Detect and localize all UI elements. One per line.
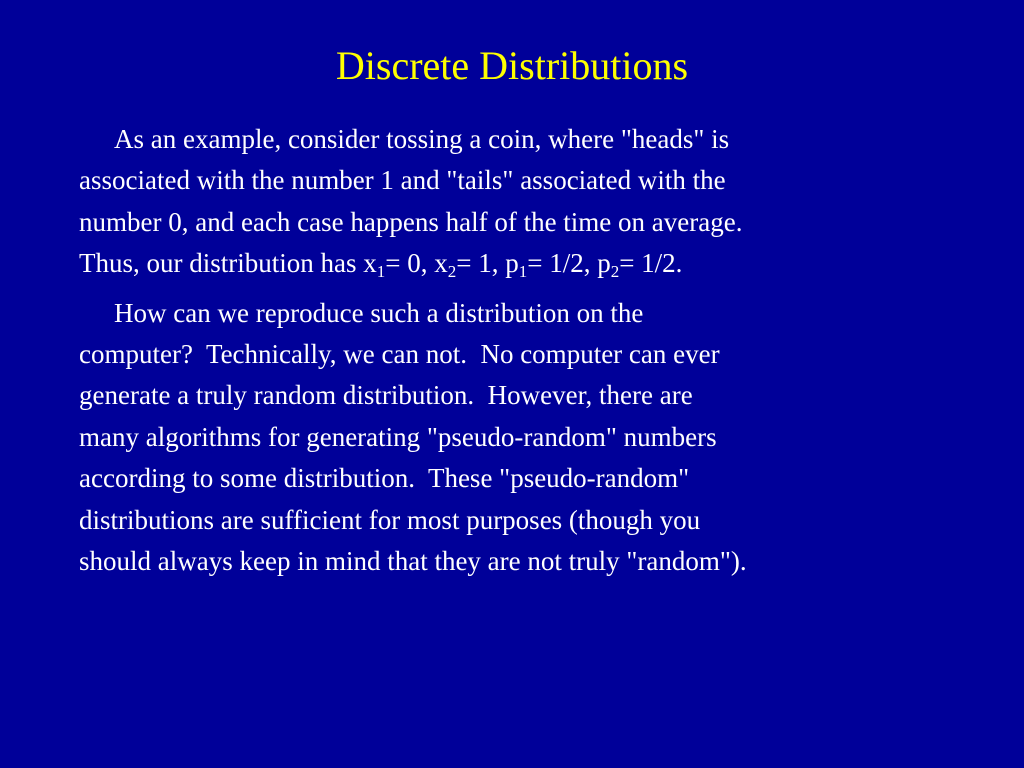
subscript: 2	[447, 262, 457, 282]
text-segment: Thus, our distribution has x	[79, 248, 377, 279]
paragraph-coin-example	[79, 119, 959, 285]
slide-title: Discrete Distributions	[335, 43, 689, 88]
subscript: 1	[518, 262, 528, 282]
text-line: associated with the number 1 and "tails" associated with the	[79, 165, 726, 196]
slide-body	[79, 119, 959, 590]
text-line: according to some distribution. These "pseudo-random"	[79, 463, 690, 494]
text-line: distributions are sufficient for most purposes (though you	[79, 504, 701, 535]
subscript: 1	[376, 262, 386, 282]
text-line: As an example, consider tossing a coin, where "heads" is	[114, 124, 730, 154]
text-line: many algorithms for generating "pseudo-random" numbers	[79, 421, 717, 452]
distribution-line	[79, 243, 959, 284]
text-line: should always keep in mind that they are not truly "random").	[79, 546, 747, 577]
text-segment: = 1/2.	[619, 248, 683, 279]
text-segment: = 1/2, p	[527, 248, 611, 279]
subscript: 2	[610, 262, 620, 282]
text-segment: = 0, x	[385, 248, 448, 279]
text-segment: = 1, p	[456, 248, 519, 279]
text-line: How can we reproduce such a distribution on the	[114, 297, 644, 328]
paragraph-pseudo-random	[79, 293, 959, 583]
text-line: number 0, and each case happens half of the time on average.	[79, 206, 743, 237]
text-line: computer? Technically, we can not. No computer can ever	[79, 339, 720, 370]
text-line: generate a truly random distribution. However, there are	[79, 380, 693, 411]
